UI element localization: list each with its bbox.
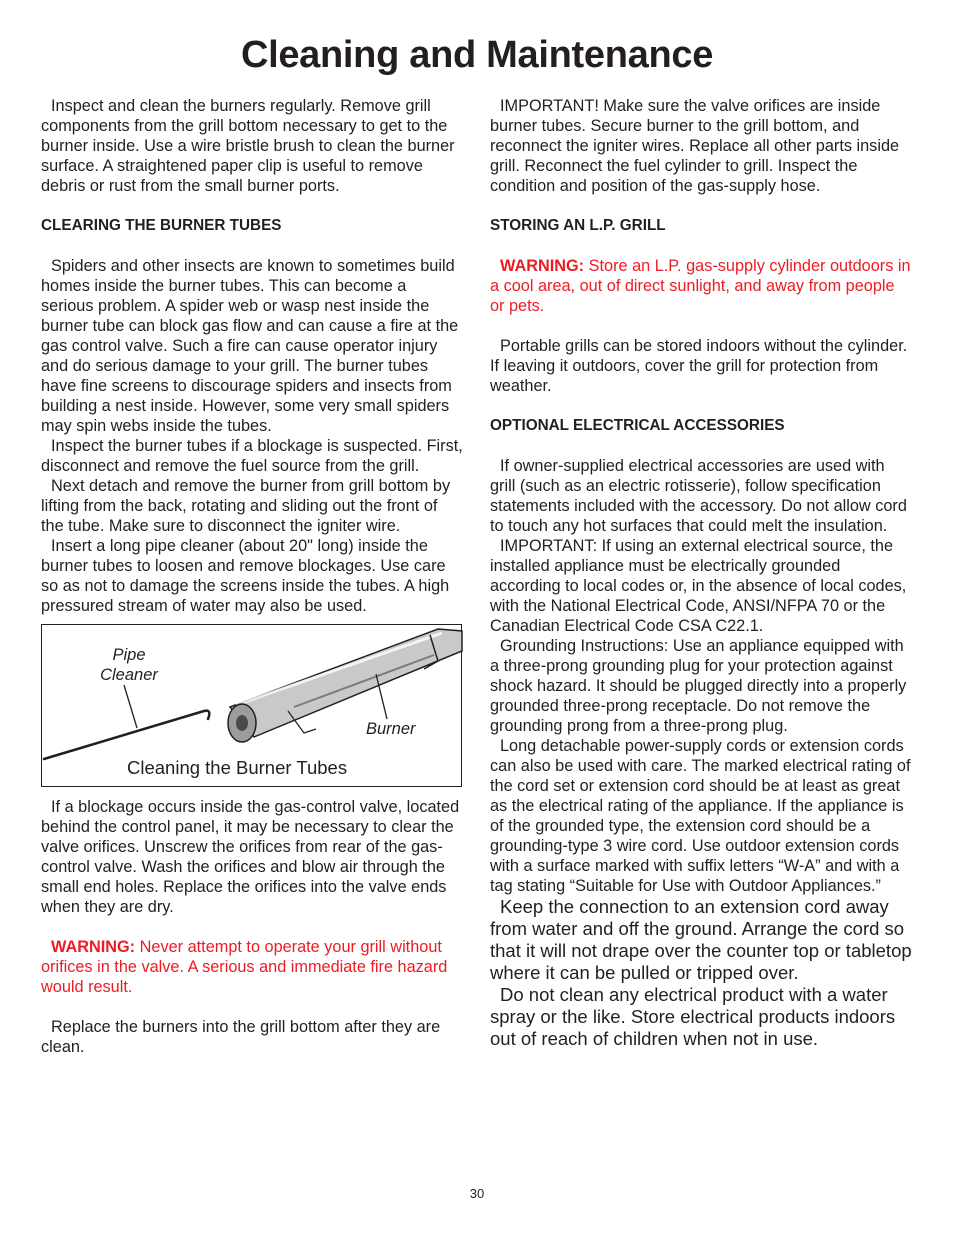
pipe-cleaner-leader	[124, 685, 137, 728]
orifice-warning	[41, 937, 463, 997]
electrical-paragraph-2: IMPORTANT: If using an external electrical source, the installed appliance must be electrically grounded according to local codes or, in the absence of local codes, with the National Electrical Code, ANSI/NFPA 70 or the Canadian Electrical Code CSA C22.1.	[490, 537, 907, 635]
clearing-heading: CLEARING THE BURNER TUBES	[41, 217, 282, 234]
left-column	[41, 96, 463, 1057]
storing-warning-text: Store an L.P. gas-supply cylinder outdoors in a cool area, out of direct sunlight, and away from people or pets.	[490, 257, 911, 315]
storing-warning	[490, 256, 912, 316]
intro-paragraph: Inspect and clean the burners regularly. Remove grill components from the grill bottom necessary to get to the burner inside. Use a wire bristle brush to clean the burner surface. A straightened paper clip is useful to remove debris or rust from the small burner ports.	[41, 97, 455, 195]
clearing-paragraph-2: Inspect the burner tubes if a blockage is suspected. First, disconnect and remove the fuel source from the grill.	[41, 437, 463, 475]
burner-tube	[230, 629, 462, 737]
replace-paragraph: Replace the burners into the grill bottom after they are clean.	[41, 1018, 441, 1056]
right-column	[490, 96, 912, 1050]
storing-warning-label: WARNING:	[500, 257, 585, 275]
page-title: Cleaning and Maintenance	[240, 34, 714, 76]
storing-paragraph: Portable grills can be stored indoors without the cylinder. If leaving it outdoors, cover the grill for protection from weather.	[490, 337, 908, 395]
electrical-paragraph-1: If owner-supplied electrical accessories are used with grill (such as an electric rotisserie), follow specification statements included with the accessory. Do not allow cord to touch any hot surfaces that could melt the insulation.	[490, 457, 907, 535]
clearing-paragraph-1: Spiders and other insects are known to sometimes build homes inside the burner tubes. This can become a serious problem. A spider web or wasp nest inside the burner tube can block gas flow and can cause a fire at the gas control valve. Such a fire can cause operator injury and do serious damage to your grill. The burner tubes have fine screens to discourage spiders and insects from building a nest inside. However, some very small spiders may spin webs inside the tubes.	[41, 257, 459, 435]
electrical-heading: OPTIONAL ELECTRICAL ACCESSORIES	[490, 417, 785, 434]
burner-inlet-hole	[236, 715, 248, 731]
valve-paragraph: If a blockage occurs inside the gas-control valve, located behind the control panel, it may be necessary to clear the valve orifices. Unscrew the orifices from rear of the gas-control valve. Wash the orifices and blow air through the small end holes. Replace the orifices into the valve ends when they are dry.	[41, 798, 460, 916]
burner-label: Burner	[366, 720, 416, 738]
warning-label: WARNING:	[51, 938, 136, 956]
storing-heading: STORING AN L.P. GRILL	[490, 217, 666, 234]
page-number: 30	[469, 1186, 485, 1201]
warning-text: Never attempt to operate your grill without orifices in the valve. A serious and immediate fire hazard would result.	[41, 938, 448, 996]
figure-caption: Cleaning the Burner Tubes	[127, 757, 348, 778]
electrical-paragraph-6: Do not clean any electrical product with a water spray or the like. Store electrical products indoors out of reach of children when not in use.	[490, 984, 896, 1049]
burner-figure	[41, 624, 462, 787]
electrical-paragraph-3: Grounding Instructions: Use an appliance equipped with a three-prong grounding plug for your protection against shock hazard. It should be plugged directly into a properly grounded three-prong receptacle. Do not remove the grounding prong from a three-prong plug.	[490, 637, 907, 735]
important-paragraph: IMPORTANT! Make sure the valve orifices are inside burner tubes. Secure burner to the grill bottom, and reconnect the igniter wires. Replace all other parts inside grill. Reconnect the fuel cylinder to grill. Inspect the condition and position of the gas-supply hose.	[490, 97, 900, 195]
electrical-paragraph-4: Long detachable power-supply cords or extension cords can also be used with care. The marked electrical rating of the cord set or extension cord should be at least as great as the electrical rating of the appliance. If the appliance is of the grounded type, the extension cord should be a grounding-type 3 wire cord. Use outdoor extension cords with a surface marked with suffix letters “W-A” and with a tag stating “Suitable for Use with Outdoor Appliances.”	[490, 737, 911, 895]
pipe-cleaner-label: Pipe Cleaner	[100, 646, 158, 684]
electrical-paragraph-5: Keep the connection to an extension cord away from water and off the ground. Arrange the cord so that it will not drape over the counter top or tabletop where it can be pulled or tripped over.	[490, 896, 912, 983]
clearing-paragraph-3: Next detach and remove the burner from grill bottom by lifting from the back, rotating and sliding out the front of the tube. Make sure to disconnect the igniter wire.	[41, 477, 451, 535]
pipe-cleaner-wire	[44, 711, 209, 759]
clearing-paragraph-4: Insert a long pipe cleaner (about 20" long) inside the burner tubes to loosen and remove blockages. Use care so as not to damage the screens inside the tubes. A high pressured stream of water may also be used.	[41, 537, 450, 615]
